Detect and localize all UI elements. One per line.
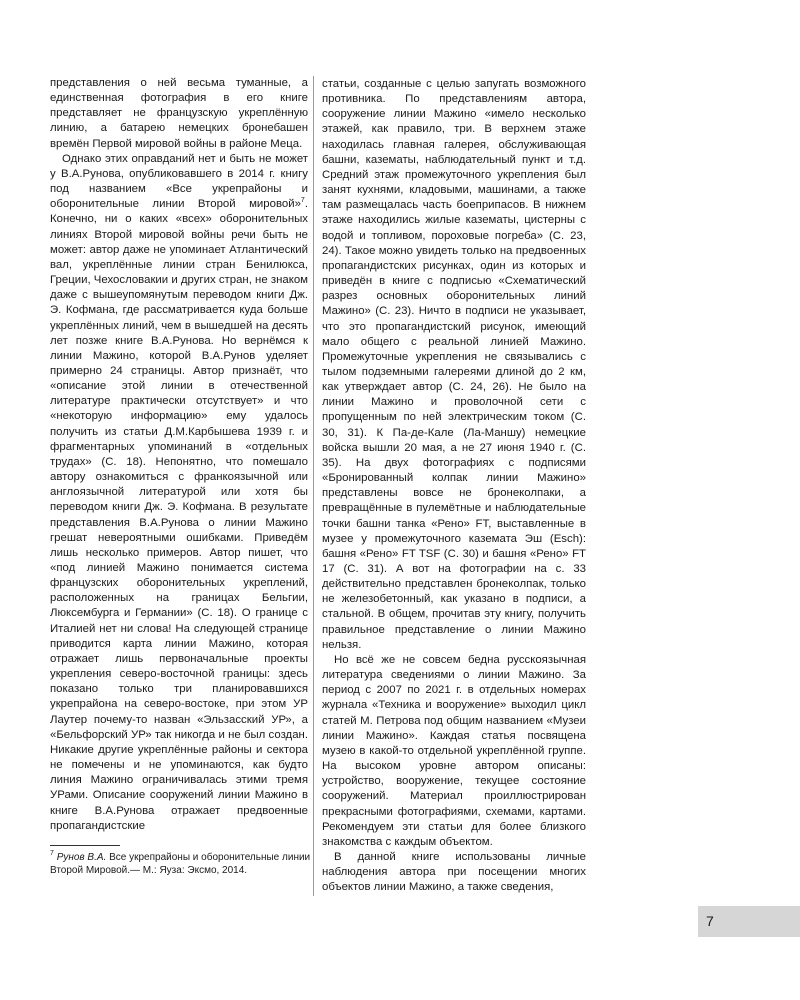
left-column (50, 76, 308, 834)
page-number-tab (698, 906, 800, 937)
footnote-author: Рунов В.А. (56, 852, 107, 863)
footnote-text: Все укрепрайоны и оборонительные линии Второй Мировой.— М.: Яуза: Эксмо, 2014. (50, 852, 311, 876)
paragraph (50, 152, 308, 834)
paragraph: В данной книге использованы личные наблюдения автора при посещении многих объектов линии Мажино, а также сведения, (322, 850, 586, 894)
paragraph-text: Однако этих оправданий нет и быть не может у В.А.Рунова, опубликовавшего в 2014 г. книгу под названием «Все укрепрайоны и оборонительные линии Второй мировой» (50, 152, 308, 211)
footnote-ref: 7 (300, 197, 305, 205)
right-column (322, 77, 586, 895)
paragraph-text: . Конечно, ни о каких «всех» оборонительных линиях Второй мировой войны речи быть не может: автор даже не упоминает Атлантический вал, укреплённые линии стран Бенилюкса, Греции, Чехословакии и других стран, не знаком даже с вышеупомянутым переводом книги Дж. Э. Кофмана, где рассматривается куда больше укреплённых линий, чем в вышедшей на десять лет позже книге В.А.Рунова. Но вернёмся к линии Мажино, которой В.А.Рунов уделяет примерно 24 страницы. Автор признаёт, что «описание этой линии в отечественной литературе практически отсутствует» и что «некоторую информацию» ему удалось получить из статьи Д.М.Карбышева 1939 г. и фрагментарных упоминаний в «отдельных трудах» (С. 18). Непонятно, что помешало автору ознакомиться с франкоязычной или англоязычной литературой или хотя бы переводом книги Дж. Э. Кофмана. В результате представления В.А.Рунова о линии Мажино грешат невероятными ошибками. Приведём лишь несколько примеров. Автор пишет, что «под линией Мажино понимается система французских оборонительных укреплений, расположенных на границах Бельгии, Люксембурга и Германии» (С. 18). О границе с Италией нет ни слова! На следующей странице приводится карта линии Мажино, которая отражает лишь первоначальные проекты укрепления северо-восточной границы: здесь показано только три планировавшихся укрепрайона на северо-востоке, при этом УР Лаутер почему-то назван «Эльзасский УР», а «Бельфорский УР» так никогда и не был создан. Никакие другие укреплённые районы и сектора не помечены и не упоминаются, как будто линия Мажино ограничивалась этими тремя УРами. Описание сооружений линии Мажино в книге В.А.Рунова отражает предвоенные пропагандистские (50, 198, 308, 832)
footnote (50, 851, 312, 877)
paragraph: статьи, созданные с целью запугать возможного противника. По представлениям автора, сооружение линии Мажино «имело несколько этажей, как правило, три. В верхнем этаже находилась главная галерея, обслуживающая башни, казематы, наблюдательный пункт и т.д. Средний этаж промежуточного укрепления был занят кухнями, кладовыми, машинами, а также там размещалась часть боеприпасов. В нижнем этаже находились жилые казематы, цистерны с водой и топливом, пороховые погреба» (С. 23, 24). Такое можно увидеть только на предвоенных пропагандистских рисунках, один из которых и приведён в книге с подписью «Схематический разрез основных оборонительных линий Мажино» (С. 23). Ничто в подписи не указывает, что это пропагандистский рисунок, имеющий мало общего с реальной линией Мажино. Промежуточные укрепления не связывались с тылом подземными галереями длиной до 2 км, как утверждает автор (С. 24, 26). Не было на линии Мажино и проволочной сети с пропущенным по ней электрическим током (С. 30, 31). К Па-де-Кале (Ла-Маншу) немецкие войска вышли 20 мая, а не 27 июня 1940 г. (С. 35). На двух фотографиях с подписями «Бронированный колпак линии Мажино» представлены вовсе не бронеколпаки, а превращённые в пулемётные и наблюдательные точки башни танка «Рено» FT, выставленные в музее у промежуточного каземата Эш (Esch): башня «Рено» FT TSF (С. 30) и башня «Рено» FT 17 (С. 31). А вот на фотографии на с. 33 действительно представлен бронеколпак, только не железобетонный, как указано в подписи, а стальной. В общем, прочитав эту книгу, получить правильное представление о линии Мажино нельзя. (322, 78, 586, 651)
footnote-number: 7 (50, 850, 54, 857)
footnote-rule (50, 845, 120, 846)
page-number: 7 (706, 913, 714, 929)
column-divider (313, 76, 314, 896)
paragraph: представления о ней весьма туманные, а единственная фотография в его книге представляет не французскую укреплённую линию, а батарею немецких бронебашен времён Первой мировой войны в районе Меца. (50, 77, 308, 150)
paragraph: Но всё же не совсем бедна русскоязычная литература сведениями о линии Мажино. За период с 2007 по 2021 г. в отдельных номерах журнала «Техника и вооружение» выходил цикл статей М. Петрова под общим названием «Музеи линии Мажино». Каждая статья посвящена музею в какой-то отдельной укреплённой группе. На высоком уровне автором описаны: устройство, вооружение, текущее состояние сооружений. Материал проиллюстрирован прекрасными фотографиями, схемами, картами. Рекомендуем эти статьи для более близкого знакомства с каждым объектом. (322, 653, 586, 848)
